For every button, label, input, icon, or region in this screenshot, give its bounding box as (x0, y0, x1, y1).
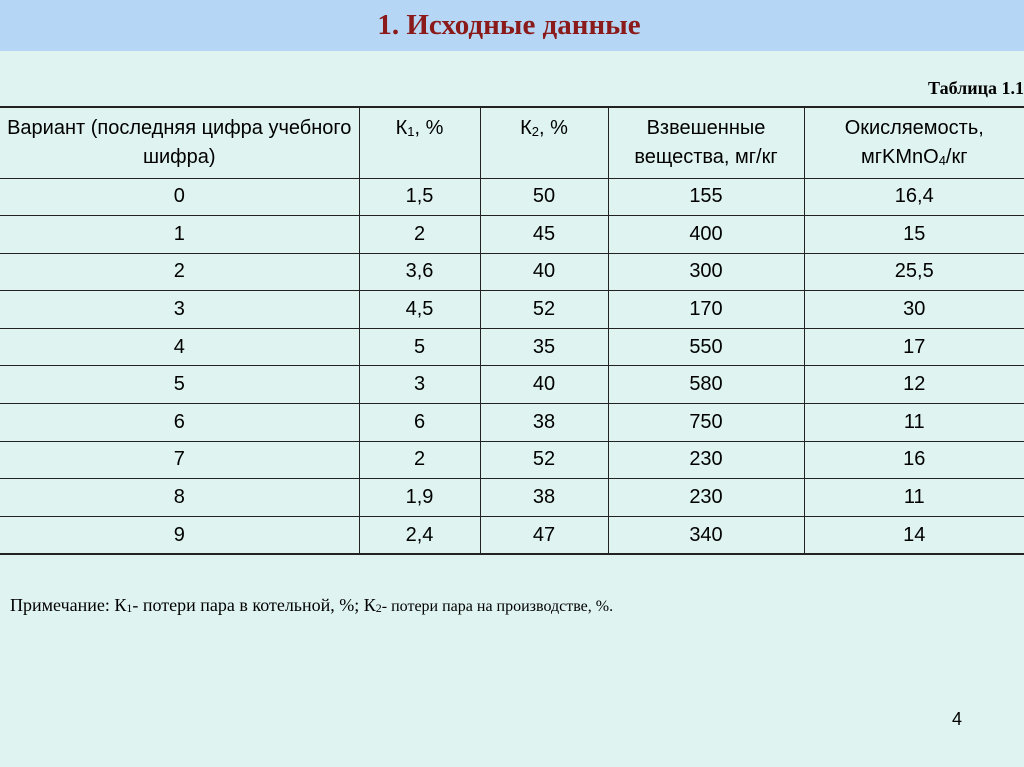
cell-oxidizability: 30 (804, 291, 1024, 329)
cell-oxidizability: 12 (804, 366, 1024, 404)
table-header-row (0, 107, 1024, 178)
table-row (0, 516, 1024, 554)
cell-k1: 6 (359, 404, 480, 442)
cell-k2: 38 (480, 479, 608, 517)
table-row (0, 366, 1024, 404)
table-row (0, 328, 1024, 366)
cell-oxidizability: 16 (804, 441, 1024, 479)
header-oxidizability: Окисляемость, мгKMnO4/кг (804, 107, 1024, 178)
header-k2: К2, % (480, 107, 608, 178)
cell-suspended-solids: 230 (608, 441, 804, 479)
cell-oxidizability: 14 (804, 516, 1024, 554)
cell-suspended-solids: 750 (608, 404, 804, 442)
cell-variant: 7 (0, 441, 359, 479)
cell-variant: 4 (0, 328, 359, 366)
cell-oxidizability: 16,4 (804, 178, 1024, 216)
table-row (0, 479, 1024, 517)
data-table (0, 106, 1024, 555)
cell-suspended-solids: 230 (608, 479, 804, 517)
cell-variant: 0 (0, 178, 359, 216)
cell-variant: 5 (0, 366, 359, 404)
cell-suspended-solids: 340 (608, 516, 804, 554)
slide-title: 1. Исходные данные (377, 9, 641, 41)
cell-k1: 1,5 (359, 178, 480, 216)
cell-variant: 2 (0, 253, 359, 291)
cell-variant: 3 (0, 291, 359, 329)
cell-k2: 50 (480, 178, 608, 216)
header-k1: К1, % (359, 107, 480, 178)
cell-suspended-solids: 300 (608, 253, 804, 291)
cell-k1: 5 (359, 328, 480, 366)
table-row (0, 404, 1024, 442)
cell-oxidizability: 15 (804, 216, 1024, 254)
cell-variant: 6 (0, 404, 359, 442)
table-row (0, 178, 1024, 216)
cell-k1: 3,6 (359, 253, 480, 291)
cell-k2: 52 (480, 441, 608, 479)
cell-k2: 35 (480, 328, 608, 366)
cell-variant: 1 (0, 216, 359, 254)
table-row (0, 291, 1024, 329)
table-row (0, 253, 1024, 291)
cell-k2: 45 (480, 216, 608, 254)
cell-suspended-solids: 580 (608, 366, 804, 404)
page-number: 4 (952, 709, 963, 729)
cell-k2: 38 (480, 404, 608, 442)
cell-oxidizability: 11 (804, 479, 1024, 517)
cell-oxidizability: 17 (804, 328, 1024, 366)
title-bar (0, 0, 1024, 51)
cell-k1: 3 (359, 366, 480, 404)
table-row (0, 441, 1024, 479)
cell-suspended-solids: 550 (608, 328, 804, 366)
header-suspended-solids: Взвешенные вещества, мг/кг (608, 107, 804, 178)
cell-variant: 9 (0, 516, 359, 554)
table-note: Примечание: К1- потери пара в котельной, %; К2- потери пара на производстве, %. (10, 595, 614, 615)
cell-k2: 40 (480, 253, 608, 291)
header-variant: Вариант (последняя цифра учебного шифра) (0, 107, 359, 178)
cell-k2: 47 (480, 516, 608, 554)
cell-variant: 8 (0, 479, 359, 517)
table-row (0, 216, 1024, 254)
cell-k1: 1,9 (359, 479, 480, 517)
cell-k2: 52 (480, 291, 608, 329)
table-label: Таблица 1.1 (928, 78, 1024, 98)
cell-suspended-solids: 170 (608, 291, 804, 329)
cell-k1: 4,5 (359, 291, 480, 329)
cell-oxidizability: 25,5 (804, 253, 1024, 291)
cell-suspended-solids: 400 (608, 216, 804, 254)
cell-k1: 2 (359, 216, 480, 254)
cell-k1: 2 (359, 441, 480, 479)
cell-k2: 40 (480, 366, 608, 404)
cell-suspended-solids: 155 (608, 178, 804, 216)
cell-oxidizability: 11 (804, 404, 1024, 442)
cell-k1: 2,4 (359, 516, 480, 554)
